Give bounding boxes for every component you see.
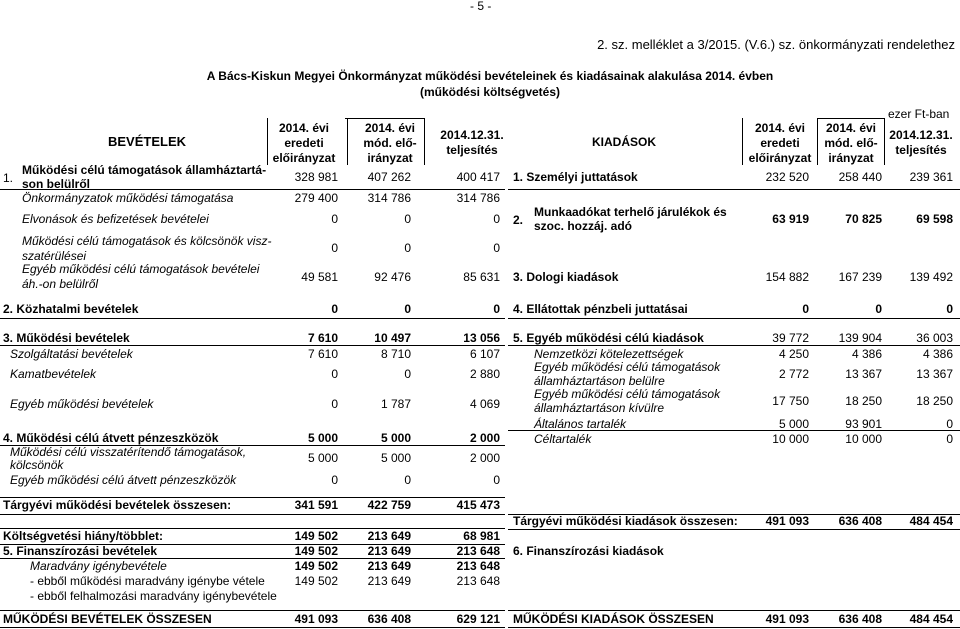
income-row-12-mod: 5 000	[380, 451, 411, 465]
income-row-18-mod: 213 649	[367, 574, 411, 588]
expense-row-4-mod: 0	[875, 302, 882, 316]
income-row-10-orig: 0	[331, 397, 338, 411]
income-row-6-orig: 0	[331, 302, 338, 316]
expense-row-1-label: 1. Személyi juttatások	[513, 170, 638, 184]
income-row-2-label: Önkormányzatok működési támogatása	[22, 191, 234, 205]
expense-row-2-label-1: Munkaadókat terhelő járulékok és	[534, 205, 727, 219]
income-row-17-orig: 149 502	[294, 559, 338, 573]
income-row-11-mod: 5 000	[380, 431, 411, 445]
deficit-label: Költségvetési hiány/többlet:	[3, 529, 164, 543]
expense-row-5-mod: 139 904	[838, 331, 882, 345]
expense-row-9-label: Általános tartalék	[534, 417, 627, 431]
expense-row-7-mod: 13 367	[845, 367, 882, 381]
unit-label: ezer Ft-ban	[888, 107, 950, 121]
deficit-orig: 149 502	[294, 529, 338, 543]
income-row-16-orig: 149 502	[294, 544, 338, 558]
expense-row-1-mod: 258 440	[838, 170, 882, 184]
income-row-3-mod: 0	[404, 212, 411, 226]
income-row-6-perf: 0	[493, 302, 500, 316]
expense-row-5-perf: 36 003	[916, 331, 953, 345]
income-header: BEVÉTELEK	[108, 134, 187, 149]
col-mod-2-exp: mód. elő-	[824, 136, 878, 150]
income-row-16-mod: 213 649	[367, 544, 411, 558]
income-row-18-orig: 149 502	[294, 574, 338, 588]
income-row-10-label: Egyéb működési bevételek	[10, 397, 154, 411]
income-row-18-perf: 213 648	[456, 574, 500, 588]
income-row-3-label: Elvonások és befizetések bevételei	[22, 212, 209, 226]
income-row-12-label-2: kölcsönök	[10, 458, 64, 472]
attachment-note: 2. sz. melléklet a 3/2015. (V.6.) sz. önkormányzati rendelethez	[597, 37, 955, 52]
income-row-7-perf: 13 056	[463, 331, 500, 345]
income-row-16-perf: 213 648	[456, 544, 500, 558]
expense-row-8-label-2: államháztartáson kívülre	[534, 401, 665, 415]
page-title: A Bács-Kiskun Megyei Önkormányzat működési bevételeinek és kiadásainak alakulása 2014. évben	[206, 69, 774, 83]
income-row-13-label: Egyéb működési célú átvett pénzeszközök	[10, 473, 237, 487]
expense-row-4-perf: 0	[946, 302, 953, 316]
income-row-4-mod: 0	[404, 241, 411, 255]
expense-row-2-orig: 63 919	[772, 212, 809, 226]
expense-row-3-mod: 167 239	[838, 270, 882, 284]
expense-row-9-perf: 0	[946, 417, 953, 431]
income-row-7-orig: 7 610	[307, 331, 338, 345]
income-grand-total-mod: 636 408	[367, 612, 411, 626]
expense-row-8-label-1: Egyéb működési célú támogatások	[534, 387, 721, 401]
income-row-3-perf: 0	[493, 212, 500, 226]
deficit-mod: 213 649	[367, 529, 411, 543]
income-total-perf: 415 473	[456, 498, 500, 512]
income-row-5-perf: 85 631	[463, 270, 500, 284]
income-row-16-label: 5. Finanszírozási bevételek	[3, 544, 158, 558]
expense-row-10-mod: 10 000	[845, 432, 882, 446]
deficit-perf: 68 981	[463, 529, 500, 543]
expense-total-label: Tárgyévi működési kiadások összesen:	[513, 514, 738, 528]
income-row-5-mod: 92 476	[374, 270, 411, 284]
income-row-8-perf: 6 107	[469, 347, 500, 361]
income-row-9-perf: 2 880	[469, 367, 500, 381]
income-row-8-mod: 8 710	[380, 347, 411, 361]
income-row-1-orig: 328 981	[294, 170, 338, 184]
expense-row-5-label: 5. Egyéb működési célú kiadások	[513, 331, 704, 345]
income-row-19-label: - ebből felhalmozási maradvány igénybevétele	[30, 589, 277, 603]
expense-row-7-orig: 2 772	[778, 367, 809, 381]
income-row-5-label-2: áh.-on belülről	[22, 277, 99, 291]
income-row-4-perf: 0	[493, 241, 500, 255]
income-row-1-perf: 400 417	[456, 170, 500, 184]
expense-row-5-orig: 39 772	[772, 331, 809, 345]
income-row-9-label: Kamatbevételek	[10, 367, 97, 381]
expense-row-4-label: 4. Ellátottak pénzbeli juttatásai	[513, 302, 688, 316]
col-mod-3-exp: irányzat	[828, 151, 874, 165]
expense-row-2-perf: 69 598	[916, 212, 953, 226]
expense-row-8-perf: 18 250	[916, 394, 953, 408]
expense-row-4-orig: 0	[802, 302, 809, 316]
expense-row-7-label-2: államháztartáson belülre	[534, 374, 665, 388]
income-row-13-orig: 0	[331, 473, 338, 487]
income-row-3-orig: 0	[331, 212, 338, 226]
page-number: - 5 -	[470, 0, 492, 13]
expense-row-9-mod: 93 901	[845, 417, 882, 431]
expense-header: KIADÁSOK	[592, 135, 657, 149]
income-row-10-perf: 4 069	[469, 397, 500, 411]
expense-row-3-label: 3. Dologi kiadások	[513, 270, 619, 284]
income-row-17-label: Maradvány igénybevétele	[30, 559, 167, 573]
expense-row-1-perf: 239 361	[909, 170, 953, 184]
expense-row-3-perf: 139 492	[909, 270, 953, 284]
col-mod-3: irányzat	[367, 151, 413, 165]
income-row-1-number: 1.	[3, 171, 14, 185]
income-row-11-perf: 2 000	[469, 431, 500, 445]
income-row-11-label: 4. Működési célú átvett pénzeszközök	[3, 431, 219, 445]
expense-row-1-orig: 232 520	[765, 170, 809, 184]
col-mod-1: 2014. évi	[364, 121, 416, 135]
income-total-orig: 341 591	[294, 498, 338, 512]
expense-row-8-mod: 18 250	[845, 394, 882, 408]
income-row-2-perf: 314 786	[456, 191, 500, 205]
col-perf-1: 2014.12.31.	[440, 128, 504, 142]
expense-row-9-orig: 5 000	[778, 417, 809, 431]
income-row-9-mod: 0	[404, 367, 411, 381]
col-orig-2: eredeti	[284, 136, 324, 150]
expense-row-7-label-1: Egyéb működési célú támogatások	[534, 360, 721, 374]
col-perf-1-exp: 2014.12.31.	[889, 128, 953, 142]
income-row-6-mod: 0	[404, 302, 411, 316]
col-orig-1-exp: 2014. évi	[754, 121, 806, 135]
income-total-label: Tárgyévi működési bevételek összesen:	[3, 498, 232, 512]
income-row-2-orig: 279 400	[294, 191, 338, 205]
income-row-12-label-1: Működési célú visszatérítendő támogatások,	[10, 445, 247, 459]
income-row-5-orig: 49 581	[301, 270, 338, 284]
col-mod-2: mód. elő-	[363, 136, 417, 150]
expense-grand-total-perf: 484 454	[909, 612, 953, 626]
income-row-11-orig: 5 000	[307, 431, 338, 445]
income-row-2-mod: 314 786	[367, 191, 411, 205]
income-grand-total-orig: 491 093	[294, 612, 338, 626]
expense-row-10-label: Céltartalék	[534, 432, 592, 446]
income-row-1-label-1: Működési célú támogatások államháztartá-	[22, 163, 267, 177]
expense-row-8-orig: 17 750	[772, 394, 809, 408]
col-mod-1-exp: 2014. évi	[825, 121, 877, 135]
expense-row-10-orig: 10 000	[772, 432, 809, 446]
income-row-13-mod: 0	[404, 473, 411, 487]
income-row-4-label-2: szatérülései	[22, 249, 87, 263]
col-orig-1: 2014. évi	[278, 121, 330, 135]
expense-row-6-orig: 4 250	[778, 347, 809, 361]
expense-total-perf: 484 454	[909, 514, 953, 528]
income-row-12-orig: 5 000	[307, 451, 338, 465]
income-row-17-mod: 213 649	[367, 559, 411, 573]
income-row-18-label: - ebből működési maradvány igénybe vétele	[30, 574, 265, 588]
income-row-4-orig: 0	[331, 241, 338, 255]
income-grand-total-label: MŰKÖDÉSI BEVÉTELEK ÖSSZESEN	[3, 612, 212, 626]
expense-row-12-label: 6. Finanszírozási kiadások	[513, 544, 664, 558]
income-row-7-label: 3. Működési bevételek	[3, 331, 130, 345]
income-row-8-orig: 7 610	[307, 347, 338, 361]
income-row-10-mod: 1 787	[380, 397, 411, 411]
expense-grand-total-label: MŰKÖDÉSI KIADÁSOK ÖSSZESEN	[513, 612, 714, 626]
income-row-5-label-1: Egyéb működési célú támogatások bevételei	[22, 262, 260, 276]
expense-total-mod: 636 408	[838, 514, 882, 528]
page-subtitle: (működési költségvetés)	[419, 85, 561, 99]
expense-grand-total-orig: 491 093	[765, 612, 809, 626]
col-orig-2-exp: eredeti	[760, 136, 800, 150]
expense-row-3-orig: 154 882	[765, 270, 809, 284]
income-row-13-perf: 0	[493, 473, 500, 487]
income-row-17-perf: 213 648	[456, 559, 500, 573]
expense-row-7-perf: 13 367	[916, 367, 953, 381]
income-row-1-mod: 407 262	[367, 170, 411, 184]
income-row-9-orig: 0	[331, 367, 338, 381]
col-orig-3-exp: előirányzat	[748, 151, 812, 165]
expense-row-10-perf: 0	[946, 432, 953, 446]
expense-row-6-perf: 4 386	[922, 347, 953, 361]
expense-total-orig: 491 093	[765, 514, 809, 528]
income-grand-total-perf: 629 121	[456, 612, 500, 626]
expense-row-6-mod: 4 386	[851, 347, 882, 361]
expense-row-6-label: Nemzetközi kötelezettségek	[534, 347, 684, 361]
income-row-6-label: 2. Közhatalmi bevételek	[3, 302, 139, 316]
income-row-1-label-2: son belülről	[22, 177, 91, 191]
col-orig-3: előirányzat	[272, 151, 336, 165]
expense-grand-total-mod: 636 408	[838, 612, 882, 626]
col-perf-2-exp: teljesítés	[895, 143, 947, 157]
expense-row-2-mod: 70 825	[845, 212, 882, 226]
income-row-7-mod: 10 497	[374, 331, 411, 345]
income-row-8-label: Szolgáltatási bevételek	[10, 347, 133, 361]
income-row-4-label-1: Működési célú támogatások és kölcsönök visz-	[22, 234, 272, 248]
income-total-mod: 422 759	[367, 498, 411, 512]
income-row-12-perf: 2 000	[469, 451, 500, 465]
expense-row-2-number: 2.	[513, 213, 524, 227]
col-perf-2: teljesítés	[446, 143, 498, 157]
expense-row-2-label-2: szoc. hozzáj. adó	[534, 219, 633, 233]
